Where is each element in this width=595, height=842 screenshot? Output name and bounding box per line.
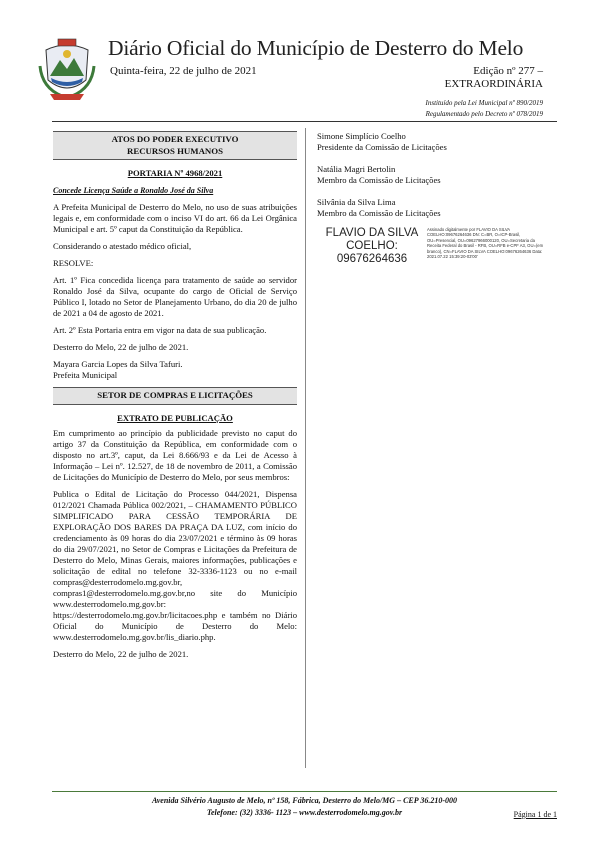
extrato-paragraph-2: Publica o Edital de Licitação do Processo 044/2021, Dispensa 012/2021 Chamada Pública 002/2021, – CHAMAMENTO PÚBLICO SIMPLIFICADO PARA CESSÃO TEMPORÁRIA DE EXPLORAÇÃO DOS BARES DA PRAÇA DA LUZ, com início do credenciamento às 09 horas do dia 23/07/2021 e término às 09 horas do dia 29/07/2021, no Setor de Compras e Licitações da Prefeitura de Desterro do Melo, Minas Gerais, maiores informações, publicações e solicitação de edital no telefone 32-3336-1123 ou no e-mail compras@desterrodomelo.mg.gov.br, compras1@desterrodomelo.mg.gov.br,no site do Município www.desterrodomelo.mg.gov.br: https://desterrodomelo.mg.gov.br/licitacoes.php e também no Diário Oficial do Município de Desterro do Melo: www.desterrodomelo.mg.gov.br/lis_diario.php.: [53, 488, 297, 642]
portaria-title: PORTARIA Nº 4968/2021: [127, 168, 223, 178]
portaria-resolve: RESOLVE:: [53, 258, 94, 268]
page-title: Diário Oficial do Município de Desterro do Melo: [108, 36, 524, 60]
municipal-coat-of-arms-icon: [36, 36, 98, 102]
extrato-date: Desterro do Melo, 22 de julho de 2021.: [53, 648, 189, 659]
footer-address: Avenida Silvério Augusto de Melo, nº 158, Fábrica, Desterro do Melo/MG – CEP 36.210-000: [152, 796, 457, 805]
section-executive-header: [53, 131, 297, 160]
digital-signature: [317, 227, 547, 266]
signature-name-line-2: COELHO:: [346, 240, 398, 252]
law-instituted: Instituído pela Lei Municipal nº 890/2019: [425, 99, 543, 107]
edition-type: EXTRAORDINÁRIA: [444, 78, 543, 90]
section-executive-title: ATOS DO PODER EXECUTIVO: [111, 134, 239, 144]
column-divider: [305, 128, 306, 768]
member-1-name: Simone Simplício Coelho: [317, 131, 406, 141]
member-2-role: Membro da Comissão de Licitações: [317, 175, 441, 185]
section-purchasing-header: SETOR DE COMPRAS E LICITAÇÕES: [53, 387, 297, 405]
extrato-paragraph-1: Em cumprimento ao princípio da publicidade previsto no caput do artigo 37 da Constituição da República, em conformidade com o disposto no art.3º, caput, da Lei 8.666/93 e da Lei de Acesso à Informação – Lei nº. 12.527, de 18 de novembro de 2011, a Comissão de Licitações do Município de Desterro do Melo, por seus membros:: [53, 427, 297, 482]
signer-role: Prefeita Municipal: [53, 370, 118, 380]
portaria-preamble: A Prefeita Municipal de Desterro do Melo, no uso de suas atribuições legais e, em conformidade com o inciso VI do art. 66 da Lei Orgânica Municipal e art. 5º caput da Constituição da República.: [53, 202, 297, 234]
right-column: [317, 131, 547, 266]
section-hr-title: RECURSOS HUMANOS: [126, 145, 224, 156]
edition-number: Edição nº 277 –: [473, 65, 543, 77]
member-3-role: Membro da Comissão de Licitações: [317, 208, 441, 218]
page-number: Página 1 de 1: [513, 810, 557, 819]
portaria-article-1: Art. 1º Fica concedida licença para tratamento de saúde ao servidor Ronaldo José da Silva, ocupante do cargo de Oficial de Serviço Público I, lotado no Setor de Planejamento Urbano, do dia 20 de julho de 2021 a 04 de agosto de 2021.: [53, 275, 297, 318]
portaria-article-2: Art. 2º Esta Portaria entra em vigor na data de sua publicação.: [53, 325, 267, 335]
signer-name: Mayara Garcia Lopes da Silva Tafuri.: [53, 359, 183, 369]
footer-rule: [52, 791, 557, 792]
signature-name-line-1: FLAVIO DA SILVA: [325, 227, 419, 239]
portaria-subject: Concede Licença Saúde a Ronaldo José da Silva: [53, 186, 214, 195]
portaria-considering: Considerando o atestado médico oficial,: [53, 241, 192, 251]
footer-contact: Telefone: (32) 3336- 1123 – www.desterrodomelo.mg.gov.br: [206, 808, 403, 817]
member-2-name: Natália Magri Bertolin: [317, 164, 396, 174]
law-info: [426, 98, 543, 119]
portaria-date: Desterro do Melo, 22 de julho de 2021.: [53, 342, 189, 352]
left-column: [53, 131, 297, 666]
edition-info: [445, 65, 543, 91]
digital-signature-name: [317, 227, 427, 266]
law-regulated: Regulamentado pelo Decreto nº 078/2019: [425, 109, 543, 118]
member-1-role: Presidente da Comissão de Licitações: [317, 142, 447, 152]
member-3-name: Silvânia da Silva Lima: [317, 197, 396, 207]
header-rule: [52, 121, 557, 122]
digital-signature-details: Assinado digitalmente por FLAVIO DA SILVA COELHO:09676264636 DN: C=BR, O=ICP-Brasil, OU=Presencial, OU=09627966000120, OU=Secretaria da Receita Federal do Brasil - RFB, OU=RFB e-CPF A3, OU=(em branco), CN=FLAVIO DA SILVA COELHO:09676264636 Data: 2021.07.22 15:39:20-03'00': [427, 227, 544, 260]
publication-date: Quinta-feira, 22 de julho de 2021: [110, 65, 257, 77]
signature-name-line-3: 09676264636: [336, 253, 408, 265]
extrato-title: EXTRATO DE PUBLICAÇÃO: [117, 412, 233, 423]
